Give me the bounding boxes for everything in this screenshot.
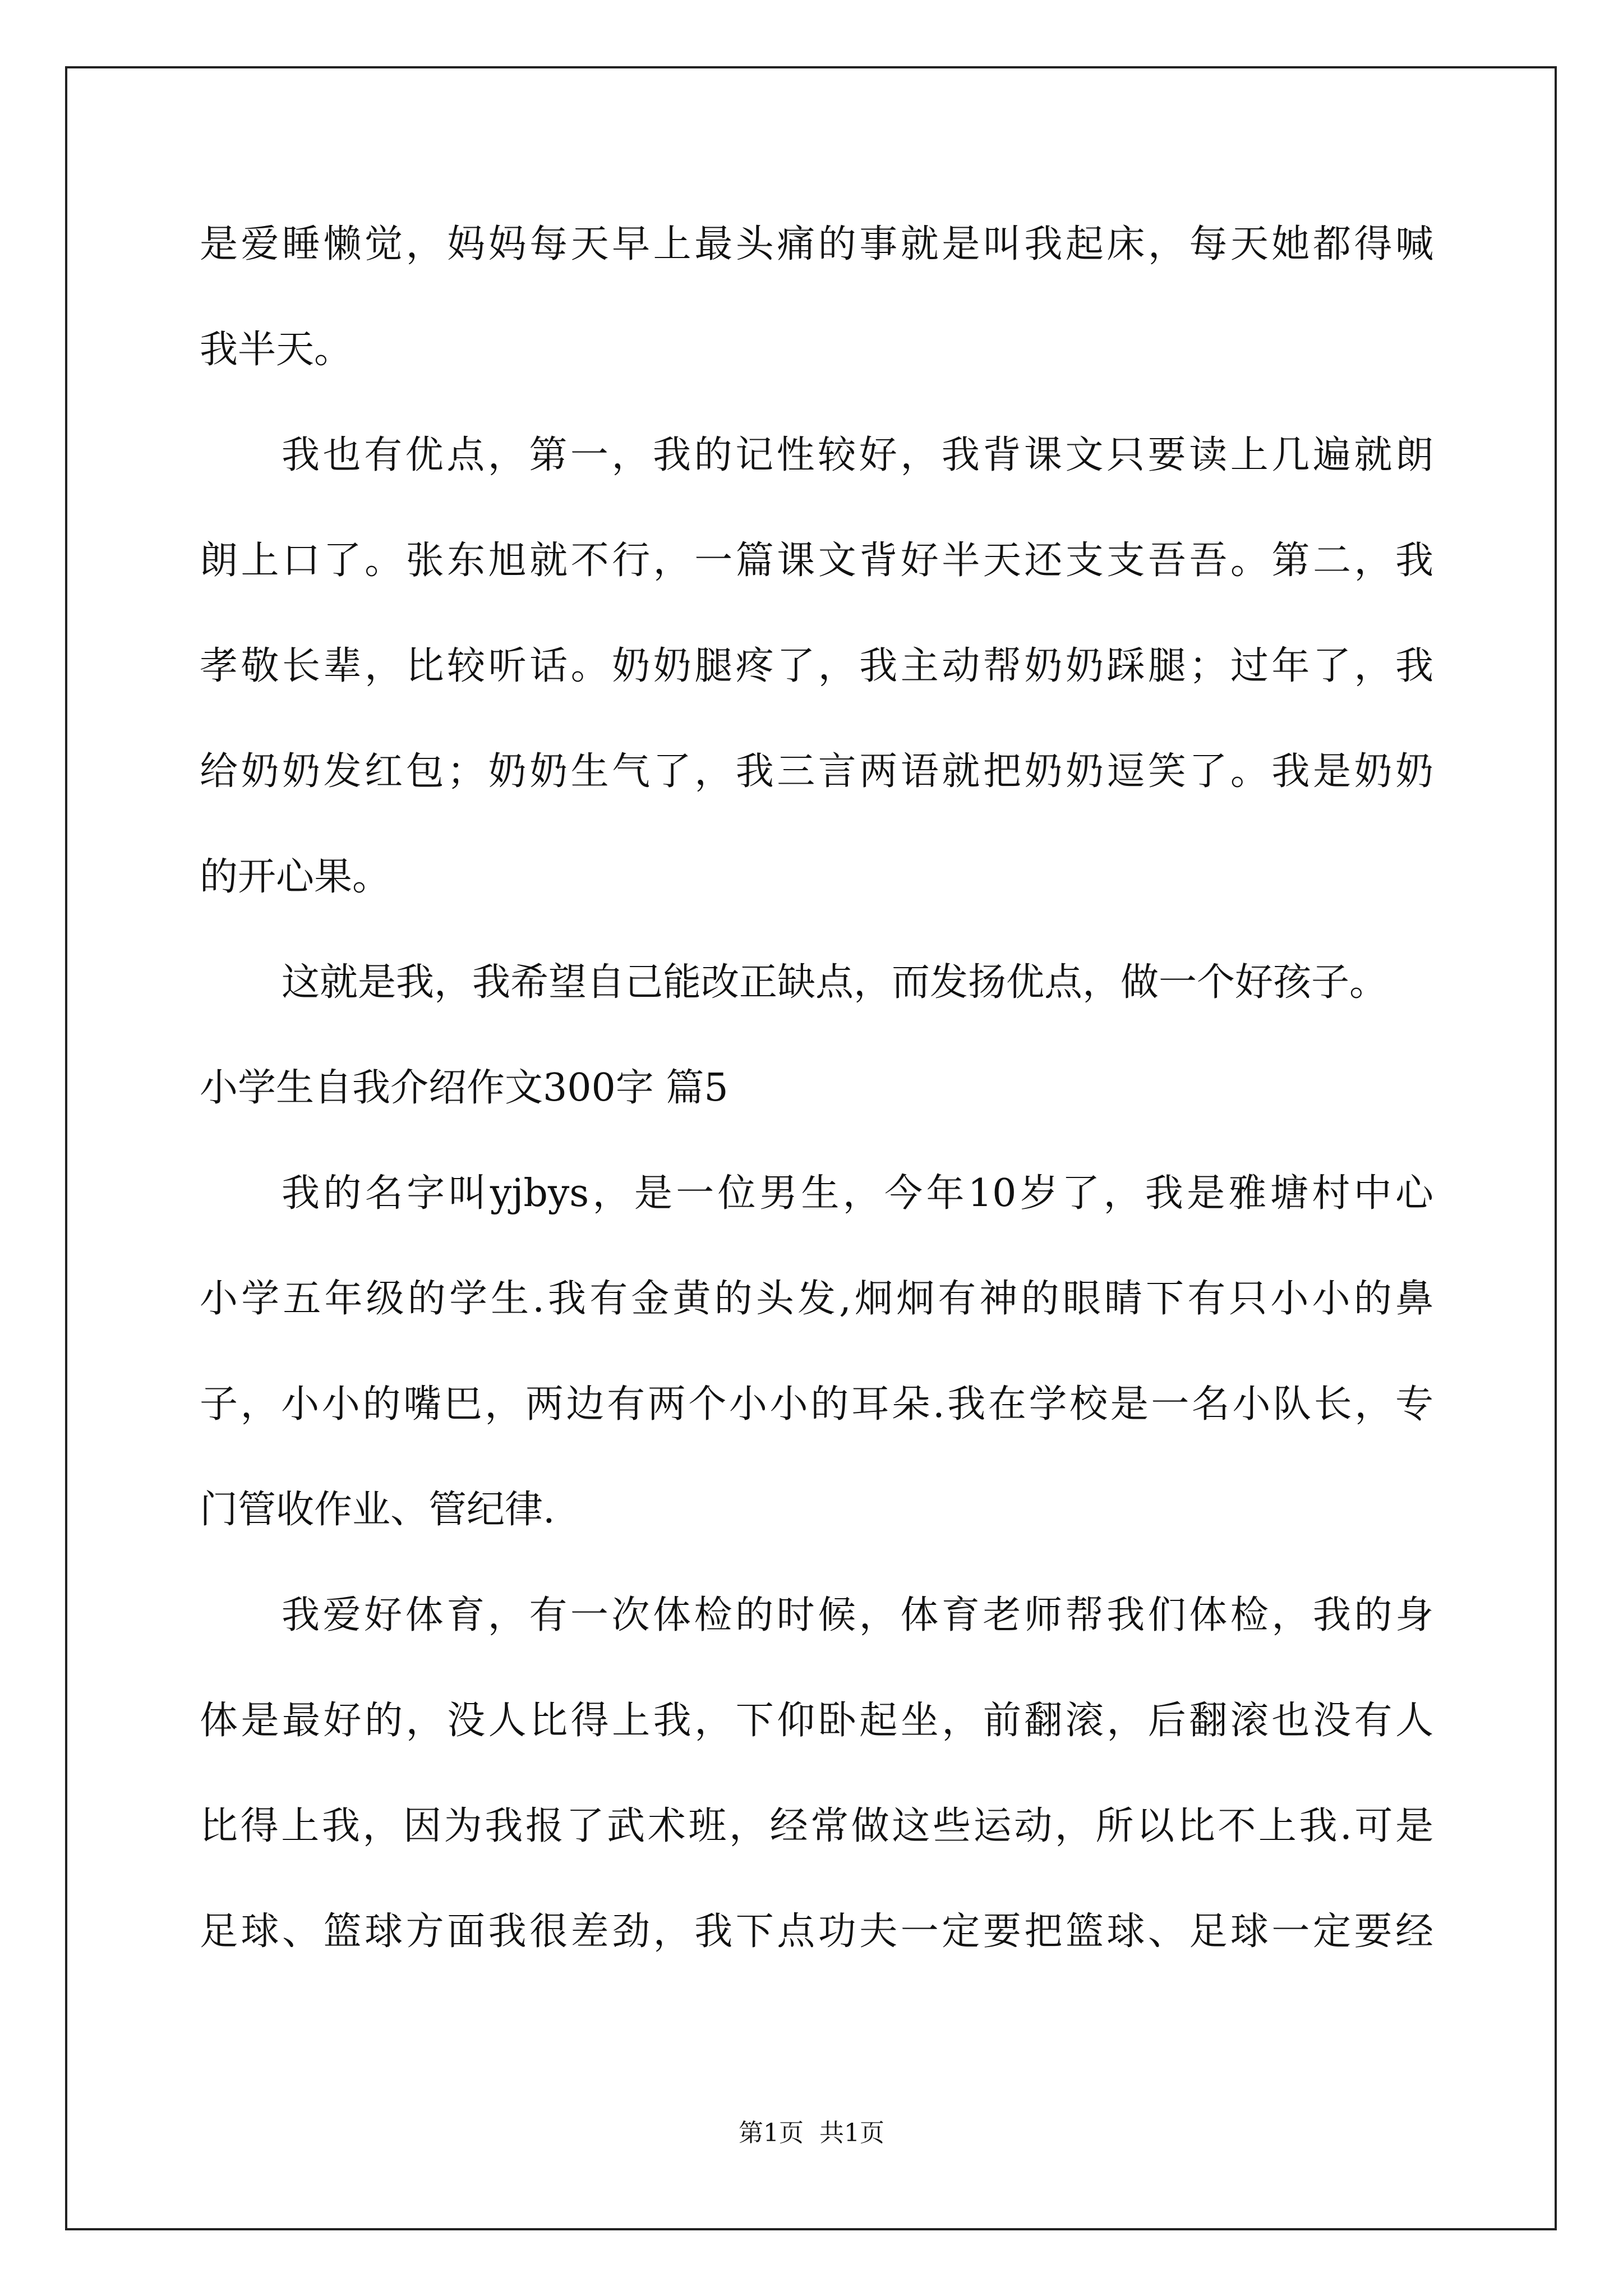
- paragraph-line: 我爱好体育，有一次体检的时候，体育老师帮我们体检，我的身: [282, 1593, 1433, 1637]
- paragraph-line: 足球、篮球方面我很差劲，我下点功夫一定要把篮球、足球一定要经: [200, 1910, 1433, 1954]
- paragraph-line: 小学五年级的学生.我有金黄的头发,炯炯有神的眼睛下有只小小的鼻: [200, 1277, 1433, 1321]
- paragraph-line: 我也有优点，第一，我的记性较好，我背课文只要读上几遍就朗: [282, 433, 1433, 477]
- paragraph-line: 的开心果。: [200, 855, 391, 899]
- document-body: [200, 218, 1433, 2010]
- page-number: 第1页: [739, 2119, 804, 2147]
- paragraph-line: 子，小小的嘴巴，两边有两个小小的耳朵.我在学校是一名小队长，专: [200, 1382, 1433, 1427]
- paragraph-line: 门管收作业、管纪律.: [200, 1488, 555, 1532]
- paragraph-line: 孝敬长辈，比较听话。奶奶腿疼了，我主动帮奶奶踩腿；过年了，我: [200, 644, 1433, 688]
- page-footer: [0, 2118, 1623, 2149]
- paragraph-line: 比得上我，因为我报了武术班，经常做这些运动，所以比不上我.可是: [200, 1804, 1433, 1848]
- paragraph-line: 给奶奶发红包；奶奶生气了，我三言两语就把奶奶逗笑了。我是奶奶: [200, 749, 1433, 794]
- paragraph-line: 我的名字叫yjbys，是一位男生，今年10岁了，我是雅塘村中心: [282, 1171, 1433, 1216]
- paragraph-line: 这就是我，我希望自己能改正缺点，而发扬优点，做一个好孩子。: [282, 960, 1388, 1005]
- section-heading: 小学生自我介绍作文300字 篇5: [200, 1066, 728, 1110]
- page-total: 共1页: [819, 2119, 884, 2147]
- paragraph-line: 我半天。: [200, 328, 353, 372]
- paragraph-line: 是爱睡懒觉，妈妈每天早上最头痛的事就是叫我起床，每天她都得喊: [200, 222, 1433, 266]
- paragraph-line: 朗上口了。张东旭就不行，一篇课文背好半天还支支吾吾。第二，我: [200, 539, 1433, 583]
- paragraph-line: 体是最好的，没人比得上我，下仰卧起坐，前翻滚，后翻滚也没有人: [200, 1699, 1433, 1743]
